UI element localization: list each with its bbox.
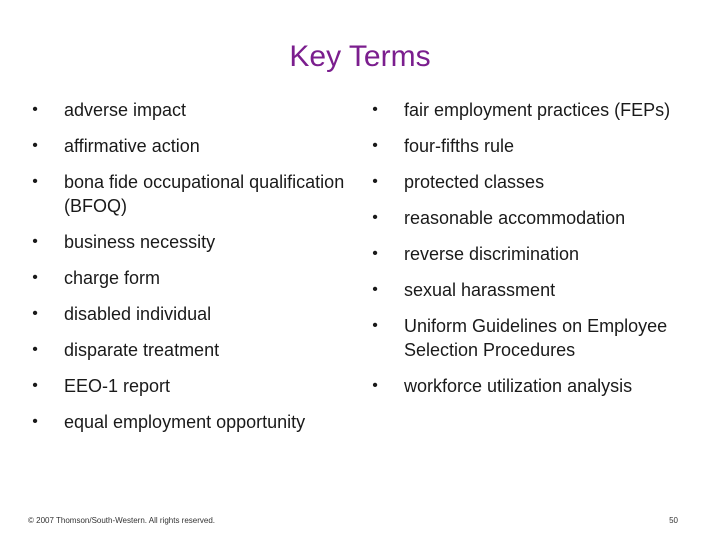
term-label: affirmative action [64,136,200,156]
bullet-icon: • [372,281,378,298]
copyright-notice: © 2007 Thomson/South-Western. All rights reserved. [28,516,216,525]
term-item [368,278,698,302]
bullet-icon: • [372,377,378,394]
bullet-icon: • [372,137,378,154]
term-label: adverse impact [64,100,187,120]
term-item [368,374,698,398]
bullet-icon: • [32,305,38,322]
bullet-icon: • [32,101,38,118]
bullet-icon: • [32,341,38,358]
bullet-icon: • [32,173,38,190]
page-number: 50 [669,516,678,525]
bullet-icon: • [372,245,378,262]
term-item [28,170,348,218]
term-item [28,338,348,362]
term-label: sexual harassment [404,280,556,300]
term-label: workforce utilization analysis [404,376,633,396]
term-label: fair employment practices (FEPs) [404,100,671,120]
term-item [28,302,348,326]
term-label: business necessity [64,232,216,252]
term-label: bona fide occupational qualification (BFOQ) [64,172,345,216]
bullet-icon: • [372,317,378,334]
term-label: reverse discrimination [404,244,580,264]
term-label: disabled individual [64,304,212,324]
bullet-icon: • [372,101,378,118]
term-item [368,242,698,266]
term-label: protected classes [404,172,545,192]
term-item [368,98,698,122]
term-item [368,134,698,158]
bullet-icon: • [372,209,378,226]
bullet-icon: • [32,269,38,286]
term-item [28,134,348,158]
term-label: EEO-1 report [64,376,171,396]
bullet-icon: • [32,413,38,430]
term-item [28,98,348,122]
term-item [368,314,698,362]
term-label: charge form [64,268,161,288]
term-label: Uniform Guidelines on Employee Selection Procedures [404,316,668,360]
term-item [28,374,348,398]
term-item [368,206,698,230]
term-label: equal employment opportunity [64,412,306,432]
term-label: disparate treatment [64,340,220,360]
bullet-icon: • [372,173,378,190]
bullet-icon: • [32,233,38,250]
term-item [28,410,348,434]
right-term-list [368,98,698,410]
term-item [28,266,348,290]
bullet-icon: • [32,377,38,394]
term-label: reasonable accommodation [404,208,626,228]
bullet-icon: • [32,137,38,154]
slide-title: Key Terms [289,40,431,73]
term-item [368,170,698,194]
term-label: four-fifths rule [404,136,515,156]
left-term-list [28,98,348,446]
term-item [28,230,348,254]
